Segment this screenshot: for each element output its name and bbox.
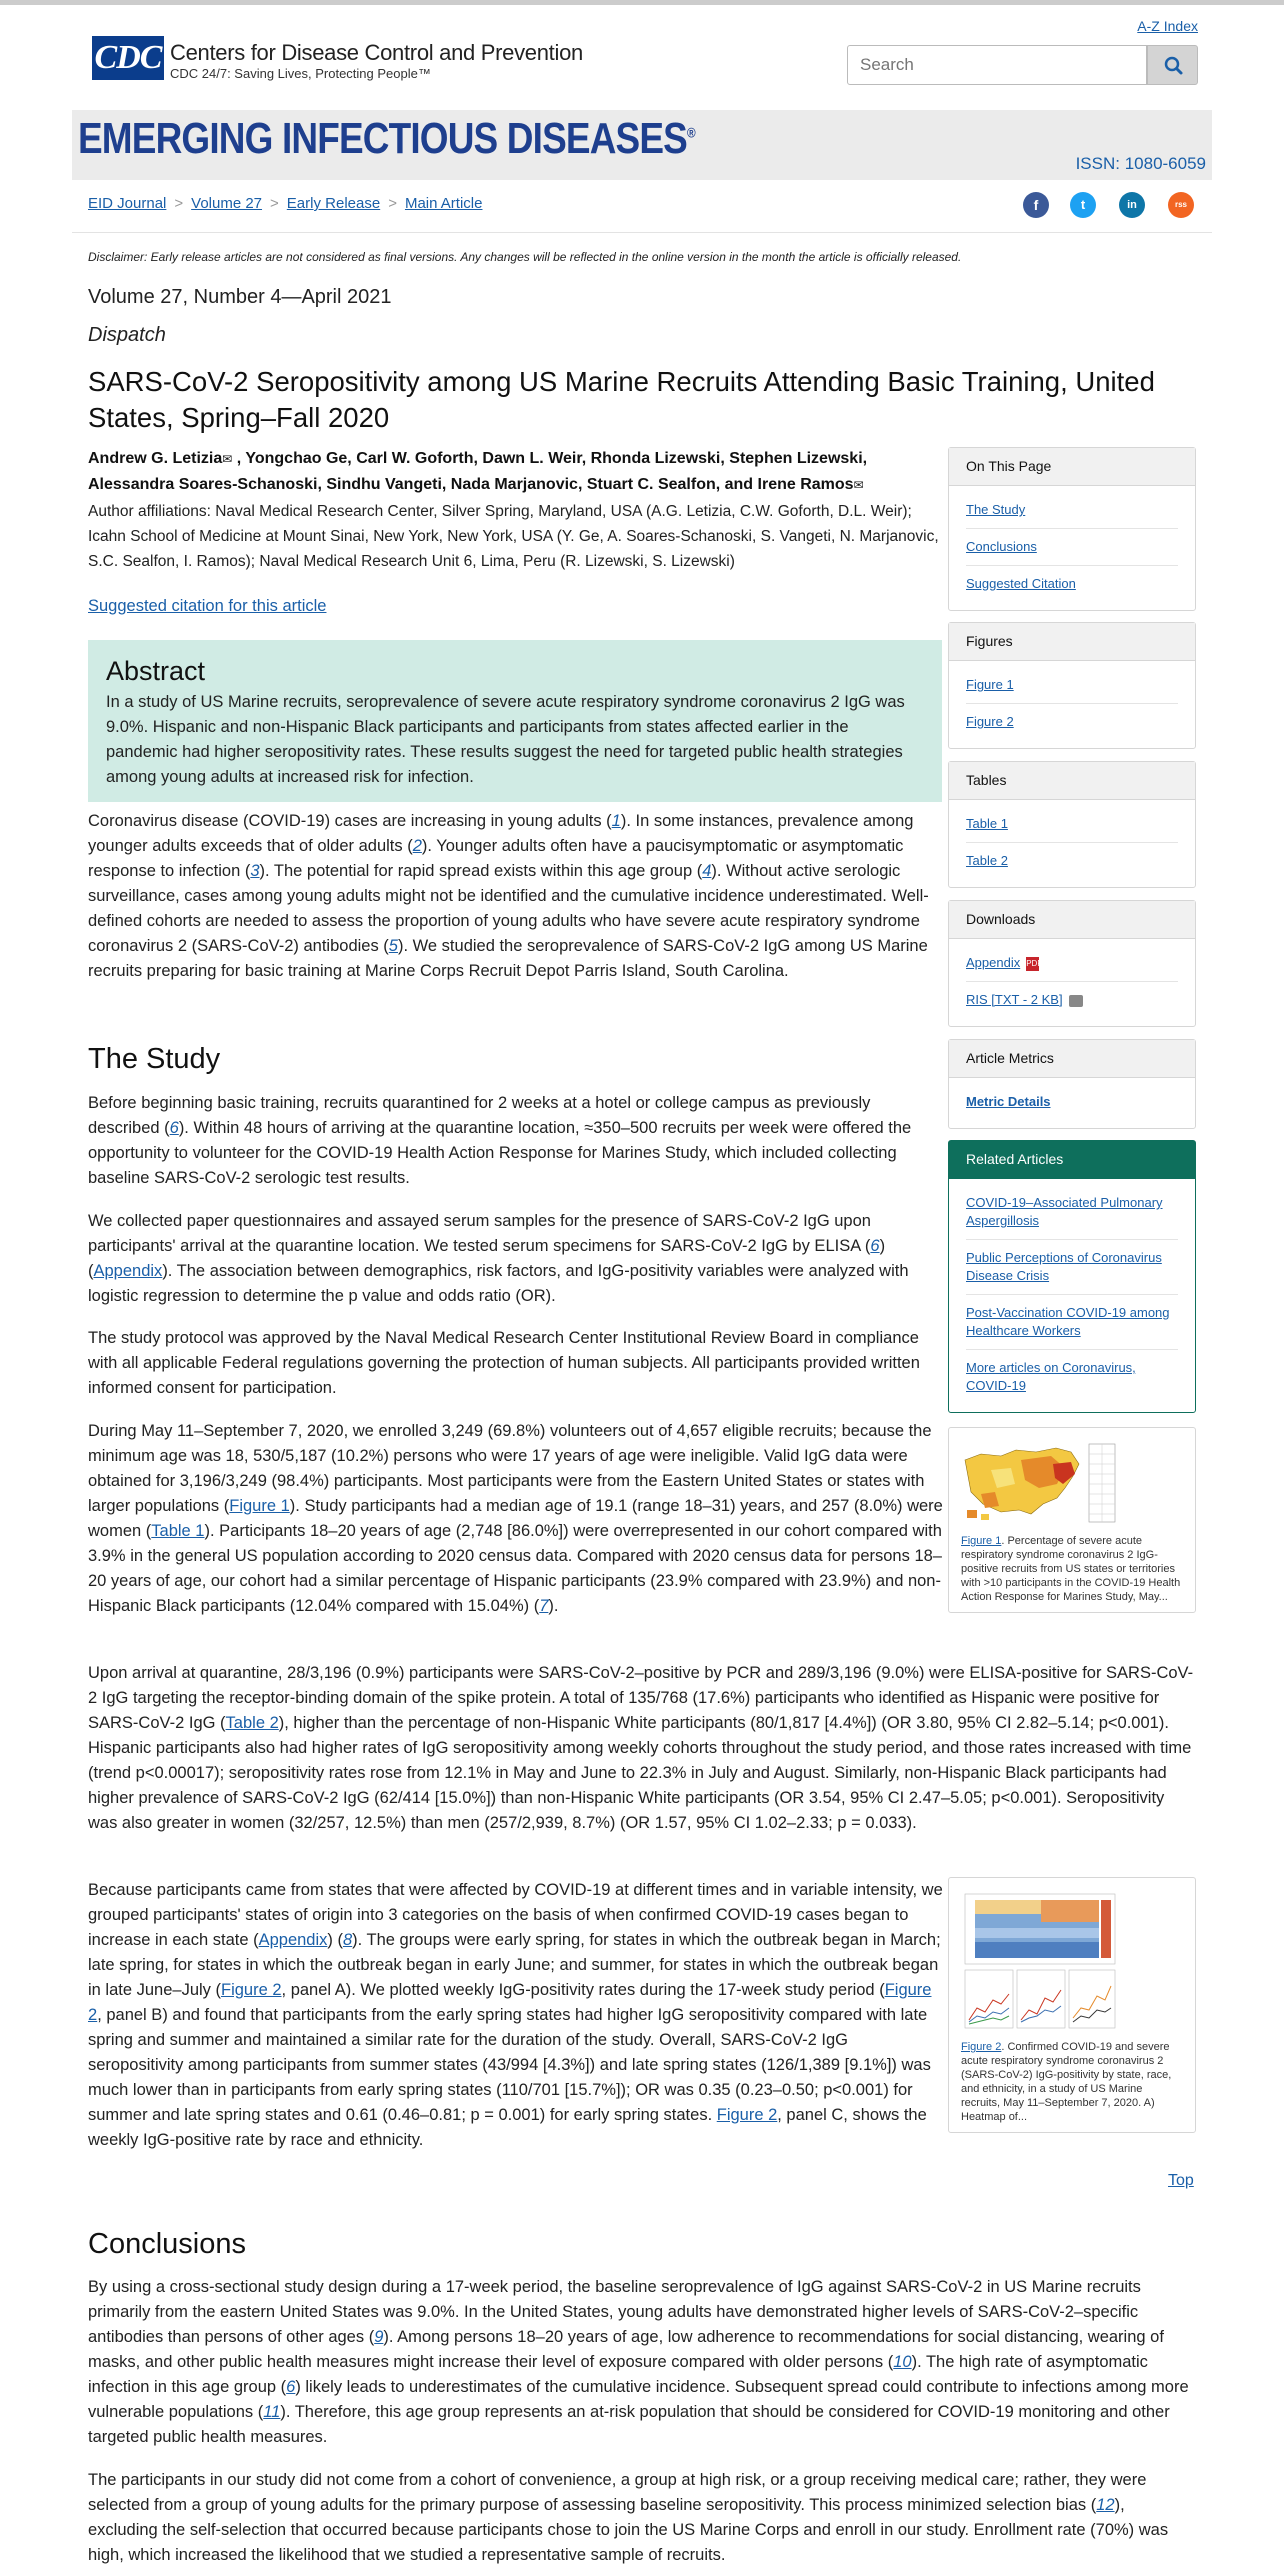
journal-title-text: EMERGING INFECTIOUS DISEASES	[78, 114, 687, 163]
figure-1-thumbnail-box	[948, 1427, 1196, 1613]
section-heading-conclusions: Conclusions	[88, 2228, 246, 2260]
author-names: Alessandra Soares-Schanoski, Sindhu Vangeti, Nada Marjanovic, Stuart C. Sealfon, and Irene Ramos	[88, 476, 854, 493]
author-affiliations: Author affiliations: Naval Medical Research Center, Silver Spring, Maryland, USA (A.G. Letizia, C.W. Goforth, D.L. Weir); Icahn School of Medicine at Mount Sinai, New York, New York, USA (Y. Ge, A. Soares-Schanoski, S. Vangeti, N. Marjanovic, S.C. Sealfon, I. Ramos); Naval Medical Research Unit 6, Lima, Peru (R. Lizewski, S. Lizewski)	[88, 503, 939, 570]
downloads-box	[948, 900, 1196, 1027]
ris-file-icon	[1069, 995, 1083, 1007]
pdf-icon: PDF	[1026, 957, 1039, 971]
org-name: Centers for Disease Control and Prevention	[170, 40, 583, 65]
related-article-link[interactable]: Post-Vaccination COVID-19 among Healthcare Workers	[966, 1305, 1170, 1338]
figure-2-link[interactable]: Figure 2	[221, 1981, 282, 1999]
table-1-link[interactable]: Table 1	[151, 1522, 205, 1540]
author-names: , Yongchao Ge, Carl W. Goforth, Dawn L. Weir, Rhonda Lizewski, Stephen Lizewski,	[232, 450, 868, 467]
study-paragraph-1: Before beginning basic training, recruits quarantined for 2 weeks at a hotel or college campus as previously described (6). Within 48 hours of arriving at the quarantine location, ≈350–500 recruits per week were offered the opportunity to volunteer for the COVID-19 Health Action Response for Marines Study, which included collecting baseline SARS-CoV-2 serologic test results.	[88, 1094, 912, 1187]
breadcrumb	[88, 195, 482, 212]
ref-link[interactable]: 10	[893, 2353, 912, 2371]
breadcrumb-separator: >	[388, 195, 397, 212]
related-article-link[interactable]: Public Perceptions of Coronavirus Disease Crisis	[966, 1250, 1162, 1283]
tables-heading: Tables	[949, 762, 1195, 800]
related-articles-heading: Related Articles	[949, 1141, 1195, 1179]
search-button[interactable]	[1147, 45, 1198, 85]
volume-line: Volume 27, Number 4—April 2021	[88, 286, 392, 308]
figure-1-link[interactable]: Figure 1	[229, 1497, 290, 1515]
figure-2-image	[961, 1890, 1121, 2034]
abstract-box	[88, 640, 942, 802]
ref-link[interactable]: 5	[388, 937, 398, 955]
figure-1-caption: Figure 1. Percentage of severe acute respiratory syndrome coronavirus 2 IgG-positive recruits from US states or territories with >10 participants in the COVID-19 Health Action Response for Marines Study, May...	[961, 1535, 1181, 1603]
registered-mark: ®	[686, 124, 695, 141]
figure-2-caption: Figure 2. Confirmed COVID-19 and severe acute respiratory syndrome coronavirus 2 (SARS-CoV-2) IgG-positivity by state, race, and ethnicity, in a study of US Marine recruits, May 11–September 7, 2020. A) Heatmap of...	[961, 2041, 1172, 2123]
nav-link-conclusions[interactable]: Conclusions	[966, 539, 1037, 554]
ref-link[interactable]: 6	[169, 1119, 179, 1137]
us-map-image	[961, 1440, 1121, 1528]
email-icon[interactable]: ✉	[222, 452, 233, 466]
breadcrumb-eid-journal[interactable]: EID Journal	[88, 195, 167, 212]
article-title: SARS-CoV-2 Seropositivity among US Marine Recruits Attending Basic Training, United States, Spring–Fall 2020	[88, 366, 1155, 433]
divider	[72, 232, 1212, 233]
study-paragraph-4: During May 11–September 7, 2020, we enrolled 3,249 (69.8%) volunteers out of 4,657 eligible recruits; because the minimum age was 18, 530/5,187 (10.2%) persons who were 17 years of age were ineligible. Valid IgG data were obtained for 3,196/3,249 (98.4%) participants. Most participants were from the Eastern United States or states with larger populations (Figure 1). Study participants had a median age of 19.1 (range 18–31) years, and 257 (8.0%) were women (Table 1). Participants 18–20 years of age (2,748 [86.0%]) were overrepresented in our cohort compared with 3.9% in the general US population according to 2020 census data. Compared with 2020 census data for persons 18–20 years of age, our cohort had a similar percentage of Hispanic participants (23.9% compared with 23.9%) and non-Hispanic Black participants (12.04% compared with 15.04%) (7).	[88, 1422, 943, 1615]
az-index-link[interactable]: A-Z Index	[1137, 18, 1198, 34]
article-type: Dispatch	[88, 324, 166, 346]
twitter-icon[interactable]: t	[1070, 192, 1096, 218]
email-icon[interactable]: ✉	[853, 478, 864, 492]
top-border	[0, 0, 1284, 5]
author-name: Andrew G. Letizia	[88, 450, 223, 467]
ref-link[interactable]: 12	[1096, 2496, 1115, 2514]
ref-link[interactable]: 7	[539, 1597, 549, 1615]
figure-2-link[interactable]: Figure 2	[88, 1981, 932, 2024]
on-this-page-box	[948, 447, 1196, 611]
ref-link[interactable]: 6	[286, 2378, 296, 2396]
study-paragraph-3: The study protocol was approved by the Naval Medical Research Center Institutional Review Board in compliance with all applicable Federal regulations governing the protection of human subjects. All participants provided written informed consent for participation.	[88, 1329, 920, 1397]
table-2-link[interactable]: Table 2	[225, 1714, 279, 1732]
on-this-page-heading: On This Page	[949, 448, 1195, 486]
ris-download-link[interactable]: RIS [TXT - 2 KB]	[966, 992, 1063, 1007]
study-paragraph-6: Because participants came from states that were affected by COVID-19 at different times and in variable intensity, we grouped participants' states of origin into 3 categories on the basis of when confirmed COVID-19 cases began to increase in each state (Appendix) (8). The groups were early spring, for states in which the outbreak began in March; late spring, for states in which the outbreak began in early June; and summer, for states in which the outbreak began in late June–July (Figure 2, panel A). We plotted weekly IgG-positivity rates during the 17-week study period (Figure 2, panel B) and found that participants from the early spring states had higher IgG seropositivity compared with late spring and summer and maintained a similar rate for the duration of the study. Overall, SARS-CoV-2 IgG seropositivity among participants from summer states (43/994 [4.3%]) and late spring states (126/1,389 [9.1%]) was much lower than in participants from early spring states (110/701 [15.7%]); OR was 0.35 (0.23–0.50; p<0.001) for summer and late spring states and 0.61 (0.46–0.81; p = 0.001) for early spring states. Figure 2, panel C, shows the weekly IgG-positive rate by race and ethnicity.	[88, 1881, 943, 2149]
related-article-link[interactable]: COVID-19–Associated Pulmonary Aspergillosis	[966, 1195, 1163, 1228]
journal-banner	[72, 110, 1212, 180]
back-to-top-link[interactable]: Top	[1168, 2172, 1194, 2189]
cdc-logo[interactable]: CDC	[92, 36, 164, 80]
ref-link[interactable]: 2	[412, 837, 422, 855]
breadcrumb-separator: >	[270, 195, 279, 212]
issn: ISSN: 1080-6059	[1075, 154, 1206, 173]
downloads-heading: Downloads	[949, 901, 1195, 939]
figure-1-caption-link[interactable]: Figure 1	[961, 1535, 1002, 1547]
related-article-link[interactable]: More articles on Coronavirus, COVID-19	[966, 1360, 1136, 1393]
figure-2-link[interactable]: Figure 2	[716, 2106, 778, 2124]
org-tagline: CDC 24/7: Saving Lives, Protecting People™	[170, 66, 431, 81]
authors	[88, 446, 948, 498]
breadcrumb-volume[interactable]: Volume 27	[191, 195, 263, 212]
sidebar-table-2-link[interactable]: Table 2	[966, 853, 1008, 868]
linkedin-icon[interactable]: in	[1119, 192, 1145, 218]
nav-link-the-study[interactable]: The Study	[966, 502, 1026, 517]
ref-link[interactable]: 4	[702, 862, 712, 880]
journal-title[interactable]	[78, 114, 695, 164]
tables-box	[948, 761, 1196, 888]
appendix-link[interactable]: Appendix	[93, 1262, 163, 1280]
search-input[interactable]	[847, 45, 1147, 85]
appendix-download-link[interactable]: Appendix	[966, 955, 1021, 970]
section-heading-study: The Study	[88, 1043, 221, 1075]
ref-link[interactable]: 6	[870, 1237, 880, 1255]
ref-link[interactable]: 11	[263, 2403, 281, 2421]
ref-link[interactable]: 1	[611, 812, 621, 830]
conclusions-paragraph-2: The participants in our study did not come from a cohort of convenience, a group at high risk, or a group receiving medical care; rather, they were selected from a group of young adults for the primary purpose of assessing baseline seropositivity. This process minimized selection bias (12), excluding the self-selection that occurred because participants chose to join the US Marine Corps and enroll in our study. Enrollment rate (70%) was high, which increased the likelihood that we studied a representative sample of recruits.	[88, 2471, 1169, 2564]
figures-heading: Figures	[949, 623, 1195, 661]
sidebar-table-1-link[interactable]: Table 1	[966, 816, 1008, 831]
abstract-heading: Abstract	[106, 656, 206, 686]
related-articles-box	[948, 1140, 1196, 1413]
facebook-icon[interactable]: f	[1023, 192, 1049, 218]
figure-2-thumbnail[interactable]	[961, 1890, 1121, 2034]
disclaimer: Disclaimer: Early release articles are not considered as final versions. Any changes will be reflected in the online version in the month the article is officially released.	[88, 250, 962, 264]
appendix-link[interactable]: Appendix	[258, 1931, 328, 1949]
article-metrics-box	[948, 1039, 1196, 1129]
breadcrumb-separator: >	[174, 195, 184, 212]
metric-details-link[interactable]: Metric Details	[966, 1094, 1051, 1109]
site-header	[88, 18, 1198, 88]
ref-link[interactable]: 8	[342, 1931, 353, 1949]
intro-paragraph: Coronavirus disease (COVID-19) cases are increasing in young adults (1). In some instances, prevalence among younger adults exceeds that of older adults (2). Younger adults often have a paucisymptomatic or asymptomatic response to infection (3). The potential for rapid spread exists within this age group (4). Without active serologic surveillance, cases among young adults might not be identified and the cumulative incidence underestimated. Well-defined cohorts are needed to assess the proportion of young adults who have severe acute respiratory syndrome coronavirus 2 (SARS-CoV-2) antibodies (5). We studied the seroprevalence of SARS-CoV-2 IgG among US Marine recruits preparing for basic training at Marine Corps Recruit Depot Parris Island, South Carolina.	[88, 812, 929, 980]
breadcrumb-main-article[interactable]: Main Article	[404, 195, 483, 212]
study-paragraph-5: Upon arrival at quarantine, 28/3,196 (0.9%) participants were SARS-CoV-2–positive by PCR and 289/3,196 (9.0%) were ELISA-positive for SARS-CoV-2 IgG targeting the receptor-binding domain of the spike protein. A total of 135/768 (17.6%) participants who identified as Hispanic were positive for SARS-CoV-2 IgG (Table 2), higher than the percentage of non-Hispanic White participants (80/1,817 [4.4%]) (OR 3.80, 95% CI 2.82–5.14; p<0.001). Hispanic participants also had higher rates of IgG seropositivity among weekly cohorts throughout the study period, and those rates increased with time (trend p<0.00017); seropositivity rates rose from 12.1% in May and June to 22.3% in July and August. Similarly, non-Hispanic Black participants had higher prevalence of SARS-CoV-2 IgG (62/414 [15.0%]) than non-Hispanic White participants (OR 3.54, 95% CI 2.47–5.05; p<0.001). Seropositivity was also greater in women (32/257, 12.5%) than men (257/2,939, 8.7%) (OR 1.57, 95% CI 1.02–2.33; p = 0.033).	[88, 1664, 1194, 1832]
figure-1-thumbnail[interactable]	[961, 1440, 1121, 1528]
ref-link[interactable]: 9	[374, 2328, 384, 2346]
sidebar-figure-2-link[interactable]: Figure 2	[966, 714, 1014, 729]
figure-2-thumbnail-box	[948, 1877, 1196, 2133]
nav-link-suggested-citation[interactable]: Suggested Citation	[966, 576, 1076, 591]
rss-icon[interactable]: rss	[1168, 192, 1194, 218]
breadcrumb-early-release[interactable]: Early Release	[286, 195, 381, 212]
suggested-citation-link[interactable]: Suggested citation for this article	[88, 597, 327, 615]
study-paragraph-2: We collected paper questionnaires and assayed serum samples for the presence of SARS-CoV-2 IgG upon participants' arrival at the quarantine location. We tested serum specimens for SARS-CoV-2 IgG by ELISA (6) (Appendix). The association between demographics, risk factors, and IgG-positivity variables were analyzed with logistic regression to determine the p value and odds ratio (OR).	[88, 1212, 909, 1305]
abstract-text: In a study of US Marine recruits, seroprevalence of severe acute respiratory syndrome coronavirus 2 IgG was 9.0%. Hispanic and non-Hispanic Black participants and participants from states affected earlier in the pandemic had higher seropositivity rates. These results suggest the need for targeted public health strategies among young adults at increased risk for infection.	[106, 693, 905, 786]
search-icon	[1148, 46, 1199, 86]
figure-2-caption-link[interactable]: Figure 2	[961, 2041, 1002, 2053]
ref-link[interactable]: 3	[250, 862, 260, 880]
article-metrics-heading: Article Metrics	[949, 1040, 1195, 1078]
conclusions-paragraph-1: By using a cross-sectional study design during a 17-week period, the baseline seroprevalence of IgG against SARS-CoV-2 in US Marine recruits primarily from the eastern United States was 9.0%. In the United States, young adults have demonstrated higher levels of SARS-CoV-2–specific antibodies than persons of other ages (9). Among persons 18–20 years of age, low adherence to recommendations for social distancing, wearing of masks, and other public health measures might increase their level of exposure compared with older persons (10). The high rate of asymptomatic infection in this age group (6) likely leads to underestimates of the cumulative incidence. Subsequent spread could contribute to infections among more vulnerable populations (11). Therefore, this age group represents an at-risk population that should be considered for COVID-19 monitoring and other targeted public health measures.	[88, 2278, 1189, 2446]
figures-box	[948, 622, 1196, 749]
sidebar-figure-1-link[interactable]: Figure 1	[966, 677, 1014, 692]
